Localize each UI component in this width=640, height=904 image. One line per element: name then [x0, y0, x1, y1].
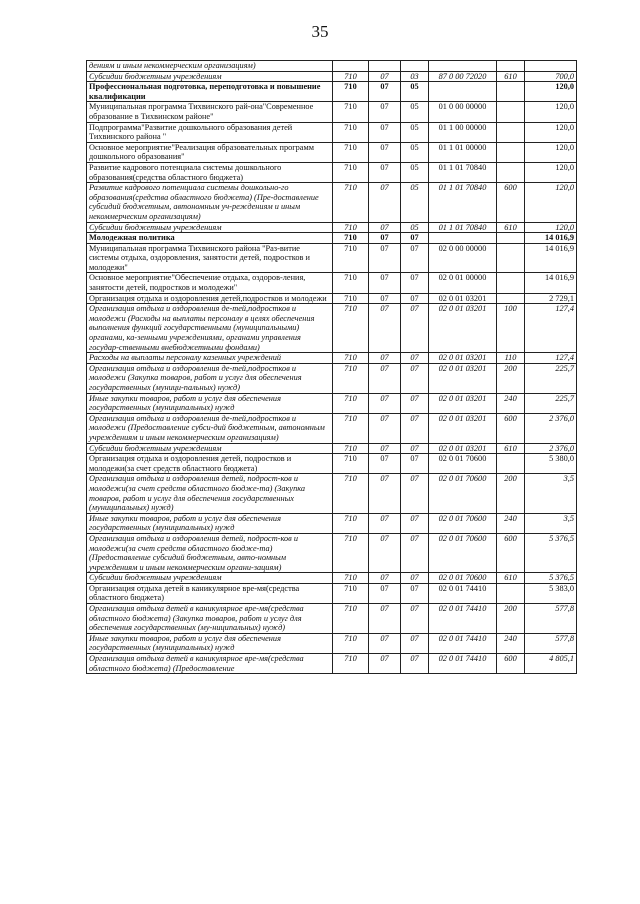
section-code-cell: 07	[369, 183, 401, 222]
department-code-cell: 710	[333, 353, 369, 364]
amount-cell: 5 383,0	[525, 583, 577, 603]
table-row	[87, 61, 577, 72]
expense-type-cell: 610	[497, 222, 525, 233]
amount-cell: 3,5	[525, 474, 577, 513]
table-row	[87, 142, 577, 162]
table-row	[87, 363, 577, 393]
amount-cell: 2 376,0	[525, 443, 577, 454]
target-article-cell: 02 0 01 03201	[429, 353, 497, 364]
department-code-cell: 710	[333, 233, 369, 244]
table-row	[87, 604, 577, 634]
amount-cell: 14 016,9	[525, 243, 577, 273]
target-article-cell: 02 0 01 70600	[429, 573, 497, 584]
expense-type-cell	[497, 454, 525, 474]
subsection-code-cell: 07	[401, 304, 429, 353]
section-code-cell: 07	[369, 654, 401, 674]
target-article-cell: 01 1 01 70840	[429, 183, 497, 222]
section-code-cell: 07	[369, 233, 401, 244]
expense-type-cell: 600	[497, 183, 525, 222]
department-code-cell: 710	[333, 273, 369, 293]
department-code-cell: 710	[333, 454, 369, 474]
subsection-code-cell: 07	[401, 273, 429, 293]
section-code-cell: 07	[369, 363, 401, 393]
row-name-cell: Подпрограмма"Развитие дошкольного образования детей Тихвинского района "	[87, 122, 333, 142]
table-row	[87, 183, 577, 222]
row-name-cell: дениям и иным некоммерческим организациям)	[87, 61, 333, 72]
section-code-cell: 07	[369, 513, 401, 533]
expense-type-cell: 110	[497, 353, 525, 364]
target-article-cell: 02 0 01 03201	[429, 304, 497, 353]
row-name-cell: Организация отдыха и оздоровления де-тей,подростков и молодежи (Предоставление субси-дий бюджетным, автономным учреждениям и иным некоммерческим организациям)	[87, 413, 333, 443]
table-row	[87, 654, 577, 674]
section-code-cell: 07	[369, 393, 401, 413]
subsection-code-cell	[401, 61, 429, 72]
target-article-cell	[429, 233, 497, 244]
table-row	[87, 513, 577, 533]
row-name-cell: Организация отдыха и оздоровления детей,подростков и молодежи	[87, 293, 333, 304]
row-name-cell: Развитие кадрового потенциала системы дошкольно-го образования(средства областного бюджета) (Пре-доставление субсидий бюджетным, автономным уч-реждениям и иным некоммерческим организациям)	[87, 183, 333, 222]
row-name-cell: Организация отдыха и оздоровления детей, подростков и молодежи(за счет средств областного бюджета)	[87, 454, 333, 474]
expense-type-cell	[497, 243, 525, 273]
section-code-cell	[369, 61, 401, 72]
expense-type-cell: 240	[497, 633, 525, 653]
target-article-cell: 02 0 01 70600	[429, 513, 497, 533]
target-article-cell: 02 0 01 70600	[429, 474, 497, 513]
table-row	[87, 243, 577, 273]
amount-cell: 3,5	[525, 513, 577, 533]
amount-cell: 5 376,5	[525, 533, 577, 572]
amount-cell: 4 805,1	[525, 654, 577, 674]
amount-cell: 225,7	[525, 363, 577, 393]
department-code-cell: 710	[333, 293, 369, 304]
subsection-code-cell: 05	[401, 82, 429, 102]
subsection-code-cell: 07	[401, 363, 429, 393]
department-code-cell: 710	[333, 162, 369, 182]
table-row	[87, 304, 577, 353]
table-row	[87, 82, 577, 102]
row-name-cell: Муниципальная программа Тихвинского района "Раз-витие системы отдыха, оздоровления, занятости детей, подростков и молодежи"	[87, 243, 333, 273]
target-article-cell: 02 0 01 70600	[429, 454, 497, 474]
target-article-cell: 02 0 00 00000	[429, 243, 497, 273]
section-code-cell: 07	[369, 413, 401, 443]
row-name-cell: Организация отдыха детей в каникулярное вре-мя(средства областного бюджета) (Закупка товаров, работ и услуг для обеспечения государственных (му-ниципальных) нужд)	[87, 604, 333, 634]
table-row	[87, 122, 577, 142]
subsection-code-cell: 05	[401, 142, 429, 162]
subsection-code-cell: 05	[401, 222, 429, 233]
amount-cell: 14 016,9	[525, 273, 577, 293]
expense-type-cell	[497, 162, 525, 182]
row-name-cell: Организация отдыха и оздоровления де-тей,подростков и молодежи (Закупка товаров, работ и услуг для обеспечения государственных (муници-пальных) нужд)	[87, 363, 333, 393]
department-code-cell: 710	[333, 513, 369, 533]
row-name-cell: Иные закупки товаров, работ и услуг для обеспечения государственных (муниципальных) нужд	[87, 513, 333, 533]
target-article-cell: 01 1 01 70840	[429, 162, 497, 182]
row-name-cell: Субсидии бюджетным учреждениям	[87, 222, 333, 233]
target-article-cell	[429, 82, 497, 102]
row-name-cell: Иные закупки товаров, работ и услуг для обеспечения государственных (муниципальных) нужд	[87, 633, 333, 653]
subsection-code-cell: 07	[401, 633, 429, 653]
target-article-cell: 02 0 01 00000	[429, 273, 497, 293]
row-name-cell: Муниципальная программа Тихвинского рай-она"Современное образование в Тихвинском районе"	[87, 102, 333, 122]
amount-cell: 120,0	[525, 82, 577, 102]
expense-type-cell: 200	[497, 363, 525, 393]
department-code-cell: 710	[333, 71, 369, 82]
row-name-cell: Развитие кадрового потенциала системы дошкольного образования(средства областного бюджета)	[87, 162, 333, 182]
section-code-cell: 07	[369, 533, 401, 572]
row-name-cell: Организация отдыха и оздоровления детей, подрост-ков и молодежи(за счет средств областного бюдже-та) (Предоставление субсидий бюджетным, авто-номным учреждениям и иным некоммерческим органи-зациям)	[87, 533, 333, 572]
amount-cell: 120,0	[525, 142, 577, 162]
subsection-code-cell: 07	[401, 243, 429, 273]
amount-cell: 120,0	[525, 162, 577, 182]
section-code-cell: 07	[369, 71, 401, 82]
expense-type-cell	[497, 61, 525, 72]
expense-type-cell	[497, 142, 525, 162]
table-row	[87, 443, 577, 454]
target-article-cell: 01 1 01 70840	[429, 222, 497, 233]
target-article-cell: 02 0 01 03201	[429, 363, 497, 393]
section-code-cell: 07	[369, 162, 401, 182]
expense-type-cell: 600	[497, 533, 525, 572]
amount-cell: 120,0	[525, 222, 577, 233]
subsection-code-cell: 07	[401, 573, 429, 584]
subsection-code-cell: 05	[401, 102, 429, 122]
department-code-cell: 710	[333, 82, 369, 102]
department-code-cell: 710	[333, 102, 369, 122]
section-code-cell: 07	[369, 293, 401, 304]
amount-cell	[525, 61, 577, 72]
expense-type-cell	[497, 82, 525, 102]
target-article-cell: 02 0 01 03201	[429, 413, 497, 443]
subsection-code-cell: 07	[401, 353, 429, 364]
expense-type-cell: 240	[497, 393, 525, 413]
amount-cell: 2 376,0	[525, 413, 577, 443]
target-article-cell: 01 1 01 00000	[429, 142, 497, 162]
department-code-cell: 710	[333, 142, 369, 162]
budget-table	[86, 60, 577, 674]
subsection-code-cell: 03	[401, 71, 429, 82]
section-code-cell: 07	[369, 122, 401, 142]
subsection-code-cell: 07	[401, 454, 429, 474]
target-article-cell: 02 0 01 74410	[429, 654, 497, 674]
table-row	[87, 222, 577, 233]
section-code-cell: 07	[369, 273, 401, 293]
department-code-cell: 710	[333, 573, 369, 584]
subsection-code-cell: 07	[401, 443, 429, 454]
target-article-cell: 02 0 01 74410	[429, 633, 497, 653]
expense-type-cell: 610	[497, 71, 525, 82]
table-row	[87, 583, 577, 603]
subsection-code-cell: 05	[401, 122, 429, 142]
expense-type-cell	[497, 102, 525, 122]
target-article-cell: 01 1 00 00000	[429, 122, 497, 142]
target-article-cell: 02 0 01 74410	[429, 583, 497, 603]
table-row	[87, 393, 577, 413]
table-row	[87, 293, 577, 304]
section-code-cell: 07	[369, 633, 401, 653]
section-code-cell: 07	[369, 82, 401, 102]
target-article-cell	[429, 61, 497, 72]
amount-cell: 225,7	[525, 393, 577, 413]
expense-type-cell: 610	[497, 443, 525, 454]
subsection-code-cell: 07	[401, 533, 429, 572]
target-article-cell: 02 0 01 74410	[429, 604, 497, 634]
table-row	[87, 573, 577, 584]
department-code-cell: 710	[333, 363, 369, 393]
expense-type-cell: 200	[497, 604, 525, 634]
department-code-cell: 710	[333, 604, 369, 634]
table-row	[87, 162, 577, 182]
row-name-cell: Организация отдыха и оздоровления детей, подрост-ков и молодежи(за счет средств областного бюдже-та) (Закупка товаров, работ и услуг для обеспечения государственных (муниципальных) нужд)	[87, 474, 333, 513]
department-code-cell: 710	[333, 122, 369, 142]
target-article-cell: 02 0 01 70600	[429, 533, 497, 572]
table-row	[87, 71, 577, 82]
row-name-cell: Субсидии бюджетным учреждениям	[87, 443, 333, 454]
row-name-cell: Субсидии бюджетным учреждениям	[87, 573, 333, 584]
subsection-code-cell: 05	[401, 183, 429, 222]
amount-cell: 5 376,5	[525, 573, 577, 584]
expense-type-cell	[497, 233, 525, 244]
department-code-cell: 710	[333, 474, 369, 513]
department-code-cell: 710	[333, 393, 369, 413]
amount-cell: 127,4	[525, 353, 577, 364]
amount-cell: 127,4	[525, 304, 577, 353]
subsection-code-cell: 07	[401, 583, 429, 603]
amount-cell: 120,0	[525, 183, 577, 222]
table-row	[87, 353, 577, 364]
expense-type-cell	[497, 583, 525, 603]
row-name-cell: Молодежная политика	[87, 233, 333, 244]
table-row	[87, 474, 577, 513]
department-code-cell: 710	[333, 633, 369, 653]
row-name-cell: Организация отдыха и оздоровления де-тей,подростков и молодежи (Расходы на выплаты персоналу в целях обеспечения выполнения функций государственными (муниципальными) органами, ка-зенными учреждениями, органами управления государ-ственными внебюджетными фондами)	[87, 304, 333, 353]
subsection-code-cell: 07	[401, 293, 429, 304]
section-code-cell: 07	[369, 454, 401, 474]
expense-type-cell: 600	[497, 413, 525, 443]
row-name-cell: Расходы на выплаты персоналу казенных учреждений	[87, 353, 333, 364]
target-article-cell: 02 0 01 03201	[429, 443, 497, 454]
row-name-cell: Основное мероприятие"Обеспечение отдыха, оздоров-ления, занятости детей, подростков и молодежи"	[87, 273, 333, 293]
subsection-code-cell: 07	[401, 413, 429, 443]
department-code-cell	[333, 61, 369, 72]
department-code-cell: 710	[333, 654, 369, 674]
expense-type-cell: 240	[497, 513, 525, 533]
amount-cell: 577,8	[525, 633, 577, 653]
target-article-cell: 01 0 00 00000	[429, 102, 497, 122]
target-article-cell: 02 0 01 03201	[429, 393, 497, 413]
section-code-cell: 07	[369, 573, 401, 584]
subsection-code-cell: 07	[401, 513, 429, 533]
section-code-cell: 07	[369, 222, 401, 233]
department-code-cell: 710	[333, 183, 369, 222]
section-code-cell: 07	[369, 583, 401, 603]
table-row	[87, 633, 577, 653]
expense-type-cell: 610	[497, 573, 525, 584]
subsection-code-cell: 07	[401, 604, 429, 634]
section-code-cell: 07	[369, 474, 401, 513]
expense-type-cell: 100	[497, 304, 525, 353]
row-name-cell: Организация отдыха детей в каникулярное вре-мя(средства областного бюджета)	[87, 583, 333, 603]
section-code-cell: 07	[369, 243, 401, 273]
table-row	[87, 533, 577, 572]
section-code-cell: 07	[369, 304, 401, 353]
expense-type-cell	[497, 293, 525, 304]
table-row	[87, 102, 577, 122]
target-article-cell: 87 0 00 72020	[429, 71, 497, 82]
amount-cell: 120,0	[525, 102, 577, 122]
subsection-code-cell: 07	[401, 654, 429, 674]
table-row	[87, 233, 577, 244]
department-code-cell: 710	[333, 222, 369, 233]
department-code-cell: 710	[333, 533, 369, 572]
department-code-cell: 710	[333, 443, 369, 454]
amount-cell: 700,0	[525, 71, 577, 82]
subsection-code-cell: 07	[401, 233, 429, 244]
amount-cell: 14 016,9	[525, 233, 577, 244]
subsection-code-cell: 05	[401, 162, 429, 182]
row-name-cell: Субсидии бюджетным учреждениям	[87, 71, 333, 82]
expense-type-cell	[497, 122, 525, 142]
page-number: 35	[311, 22, 329, 41]
section-code-cell: 07	[369, 142, 401, 162]
subsection-code-cell: 07	[401, 474, 429, 513]
budget-table-body	[87, 61, 577, 674]
expense-type-cell	[497, 273, 525, 293]
row-name-cell: Организация отдыха детей в каникулярное вре-мя(средства областного бюджета) (Предоставление	[87, 654, 333, 674]
expense-type-cell: 600	[497, 654, 525, 674]
amount-cell: 2 729,1	[525, 293, 577, 304]
section-code-cell: 07	[369, 102, 401, 122]
department-code-cell: 710	[333, 243, 369, 273]
section-code-cell: 07	[369, 353, 401, 364]
section-code-cell: 07	[369, 443, 401, 454]
amount-cell: 120,0	[525, 122, 577, 142]
department-code-cell: 710	[333, 583, 369, 603]
table-row	[87, 273, 577, 293]
table-row	[87, 454, 577, 474]
subsection-code-cell: 07	[401, 393, 429, 413]
target-article-cell: 02 0 01 03201	[429, 293, 497, 304]
row-name-cell: Профессиональная подготовка, переподготовка и повышение квалификации	[87, 82, 333, 102]
amount-cell: 5 380,0	[525, 454, 577, 474]
row-name-cell: Иные закупки товаров, работ и услуг для обеспечения государственных (муниципальных) нужд	[87, 393, 333, 413]
expense-type-cell: 200	[497, 474, 525, 513]
department-code-cell: 710	[333, 413, 369, 443]
amount-cell: 577,8	[525, 604, 577, 634]
section-code-cell: 07	[369, 604, 401, 634]
table-row	[87, 413, 577, 443]
department-code-cell: 710	[333, 304, 369, 353]
row-name-cell: Основное мероприятие"Реализация образовательных программ дошкольного образования"	[87, 142, 333, 162]
